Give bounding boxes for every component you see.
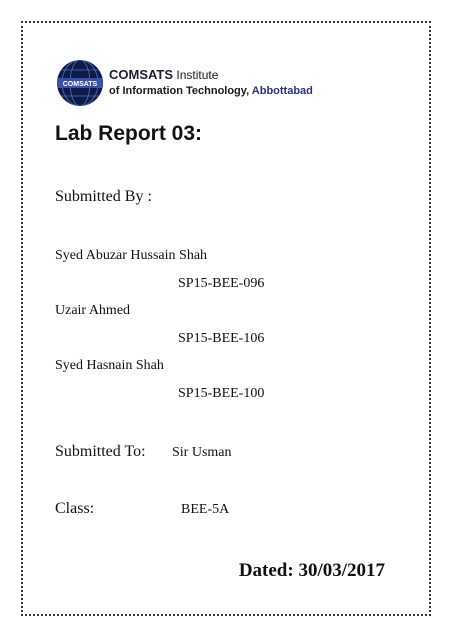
member-name: Syed Abuzar Hussain Shah: [55, 248, 208, 263]
institute-name: [109, 67, 313, 99]
submitted-to-value: Sir Usman: [172, 445, 232, 460]
report-date: Dated: 30/03/2017: [238, 560, 385, 581]
campus-city: Abbottabad: [251, 85, 313, 97]
brand-name: COMSATS: [109, 67, 174, 82]
report-title: Lab Report 03:: [55, 122, 203, 145]
class-label: Class:: [55, 500, 95, 517]
class-value: BEE-5A: [181, 502, 230, 517]
institute-logo: [55, 57, 313, 109]
member-name: Uzair Ahmed: [55, 303, 131, 318]
institute-word: Institute: [176, 68, 219, 82]
submitted-to-label: Submitted To:: [55, 443, 146, 460]
member-id: SP15-BEE-106: [178, 331, 265, 346]
globe-logo-icon: [55, 58, 105, 108]
institute-subtitle: of Information Technology,: [109, 85, 250, 97]
globe-label: COMSATS: [62, 81, 98, 88]
member-id: SP15-BEE-096: [178, 276, 265, 291]
institute-name-line2: [109, 83, 313, 99]
institute-name-line1: [109, 67, 313, 83]
submitted-by-label: Submitted By :: [55, 188, 152, 205]
member-name: Syed Hasnain Shah: [55, 358, 164, 373]
member-id: SP15-BEE-100: [178, 386, 265, 401]
